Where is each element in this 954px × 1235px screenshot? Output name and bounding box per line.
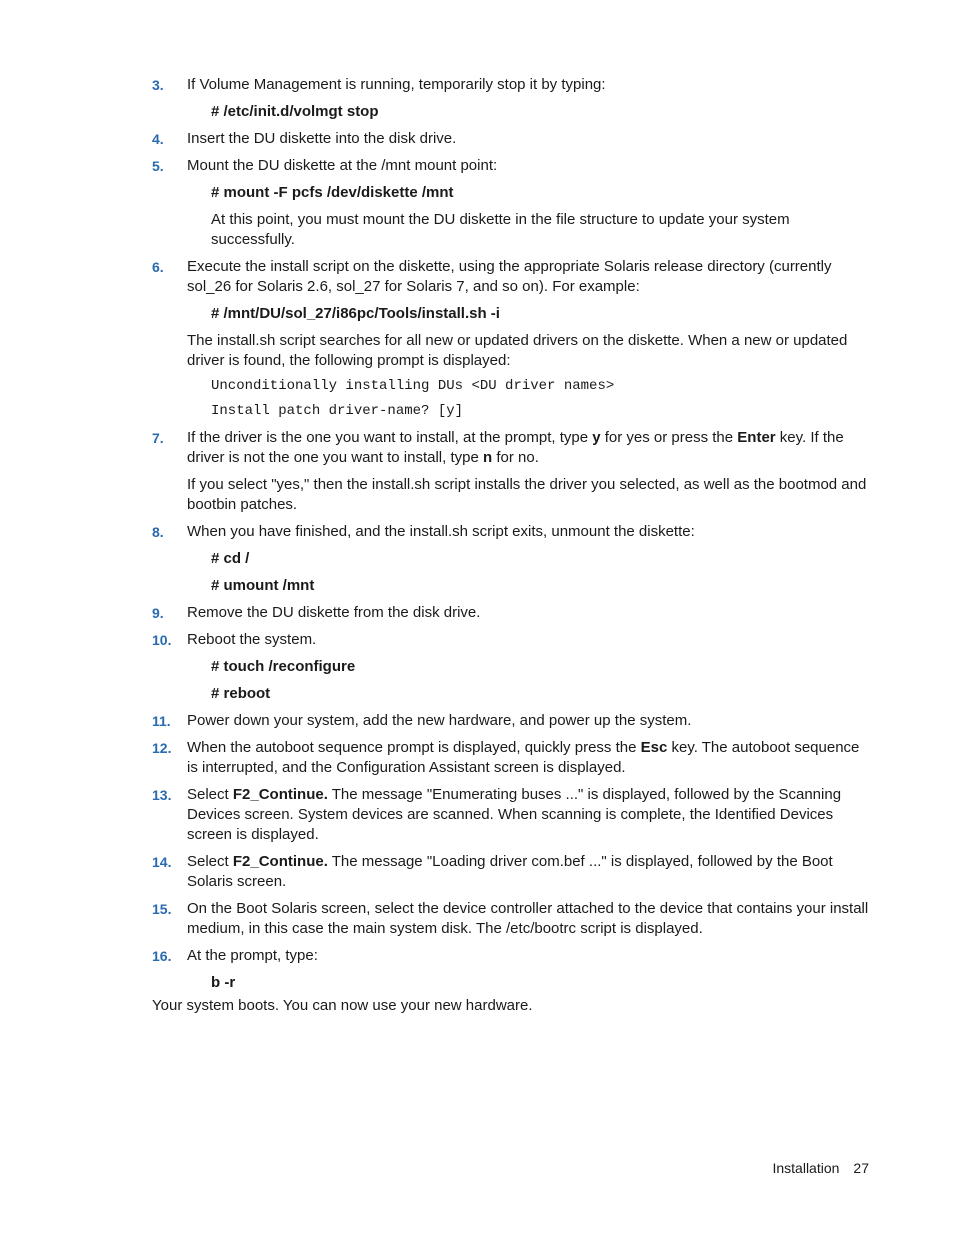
text-run: Select bbox=[187, 853, 233, 870]
step-text: Insert the DU diskette into the disk drive. bbox=[187, 130, 457, 147]
text-run: for yes or press the bbox=[600, 429, 738, 446]
closing-paragraph: Your system boots. You can now use your new hardware. bbox=[152, 997, 533, 1014]
step-number: 12. bbox=[152, 740, 172, 756]
bold-term: F2_Continue. bbox=[232, 786, 328, 803]
step-number: 5. bbox=[152, 158, 164, 174]
step-number: 3. bbox=[152, 77, 164, 93]
text-run: If the driver is the one you want to install, at the prompt, type bbox=[187, 429, 593, 446]
footer-section: Installation bbox=[772, 1160, 840, 1176]
step-text: Execute the install script on the diskette, using the appropriate Solaris release directory (currently sol_26 for Solaris 2.6, sol_27 for Solaris 7, and so on). For example: bbox=[187, 258, 832, 295]
command: # /etc/init.d/volmgt stop bbox=[211, 103, 379, 120]
step-number: 14. bbox=[152, 854, 172, 870]
bold-term: Enter bbox=[737, 429, 776, 446]
step-text: Reboot the system. bbox=[187, 631, 317, 648]
text-run: When the autoboot sequence prompt is displayed, quickly press the bbox=[187, 739, 641, 756]
text-run: Select bbox=[187, 786, 233, 803]
procedure-steps bbox=[152, 75, 872, 1000]
command: # umount /mnt bbox=[211, 577, 315, 594]
command: # /mnt/DU/sol_27/i86pc/Tools/install.sh -i bbox=[211, 305, 500, 322]
page-number: 27 bbox=[853, 1160, 869, 1176]
step-number: 16. bbox=[152, 948, 172, 964]
step-text: When you have finished, and the install.sh script exits, unmount the diskette: bbox=[187, 523, 695, 540]
text-run: The message "Loading driver com.bef ..." is displayed, followed by the Boot Solaris screen. bbox=[187, 853, 833, 890]
step-number: 7. bbox=[152, 430, 164, 446]
step-10 bbox=[152, 630, 872, 704]
command: # mount -F pcfs /dev/diskette /mnt bbox=[211, 184, 454, 201]
page-footer bbox=[772, 1158, 869, 1178]
bold-term: F2_Continue. bbox=[232, 853, 328, 870]
command: # touch /reconfigure bbox=[211, 658, 356, 675]
step-number: 13. bbox=[152, 787, 172, 803]
step-number: 10. bbox=[152, 632, 172, 648]
step-note: At this point, you must mount the DU diskette in the file structure to update your system successfully. bbox=[211, 211, 790, 248]
code-line: Install patch driver-name? [y] bbox=[211, 403, 464, 419]
bold-term: Esc bbox=[640, 739, 668, 756]
step-paragraph: If you select "yes," then the install.sh script installs the driver you selected, as well as the bootmod and bootbin patches. bbox=[187, 476, 867, 513]
step-8 bbox=[152, 522, 872, 596]
step-14 bbox=[152, 852, 872, 892]
bold-term: y bbox=[592, 429, 601, 446]
step-text: On the Boot Solaris screen, select the device controller attached to the device that contains your install medium, in this case the main system disk. The /etc/bootrc script is displayed. bbox=[187, 900, 869, 937]
command: b -r bbox=[211, 974, 236, 991]
step-11 bbox=[152, 711, 872, 731]
step-text: At the prompt, type: bbox=[187, 947, 318, 964]
step-text bbox=[187, 852, 872, 892]
step-number: 6. bbox=[152, 259, 164, 275]
step-text: If Volume Management is running, temporarily stop it by typing: bbox=[187, 76, 606, 93]
step-text bbox=[187, 738, 872, 778]
step-number: 15. bbox=[152, 901, 172, 917]
text-run: The message "Enumerating buses ..." is displayed, followed by the Scanning Devices screen. System devices are scanned. When scanning is complete, the Identified Devices screen is displayed. bbox=[187, 786, 842, 843]
step-6 bbox=[152, 257, 872, 421]
step-number: 11. bbox=[152, 713, 171, 729]
step-12 bbox=[152, 738, 872, 778]
command: # cd / bbox=[211, 550, 250, 567]
step-text: Power down your system, add the new hardware, and power up the system. bbox=[187, 712, 692, 729]
text-run: key. If the driver is not the one you want to install, type bbox=[187, 429, 844, 466]
step-number: 4. bbox=[152, 131, 164, 147]
step-number: 8. bbox=[152, 524, 164, 540]
step-13 bbox=[152, 785, 872, 845]
text-run: key. The autoboot sequence is interrupted, and the Configuration Assistant screen is displayed. bbox=[187, 739, 860, 776]
step-paragraph: The install.sh script searches for all new or updated drivers on the diskette. When a new or updated driver is found, the following prompt is displayed: bbox=[187, 332, 848, 369]
step-15 bbox=[152, 899, 872, 939]
step-number: 9. bbox=[152, 605, 164, 621]
step-3 bbox=[152, 75, 872, 122]
step-text: Remove the DU diskette from the disk drive. bbox=[187, 604, 481, 621]
step-7 bbox=[152, 428, 872, 515]
code-line: Unconditionally installing DUs <DU driver names> bbox=[211, 378, 615, 394]
step-text bbox=[187, 785, 872, 845]
command: # reboot bbox=[211, 685, 271, 702]
step-text: Mount the DU diskette at the /mnt mount point: bbox=[187, 157, 498, 174]
step-text bbox=[187, 428, 872, 468]
step-16 bbox=[152, 946, 872, 993]
step-5 bbox=[152, 156, 872, 250]
step-9 bbox=[152, 603, 872, 623]
text-run: for no. bbox=[492, 449, 539, 466]
step-4 bbox=[152, 129, 872, 149]
bold-term: n bbox=[483, 449, 493, 466]
